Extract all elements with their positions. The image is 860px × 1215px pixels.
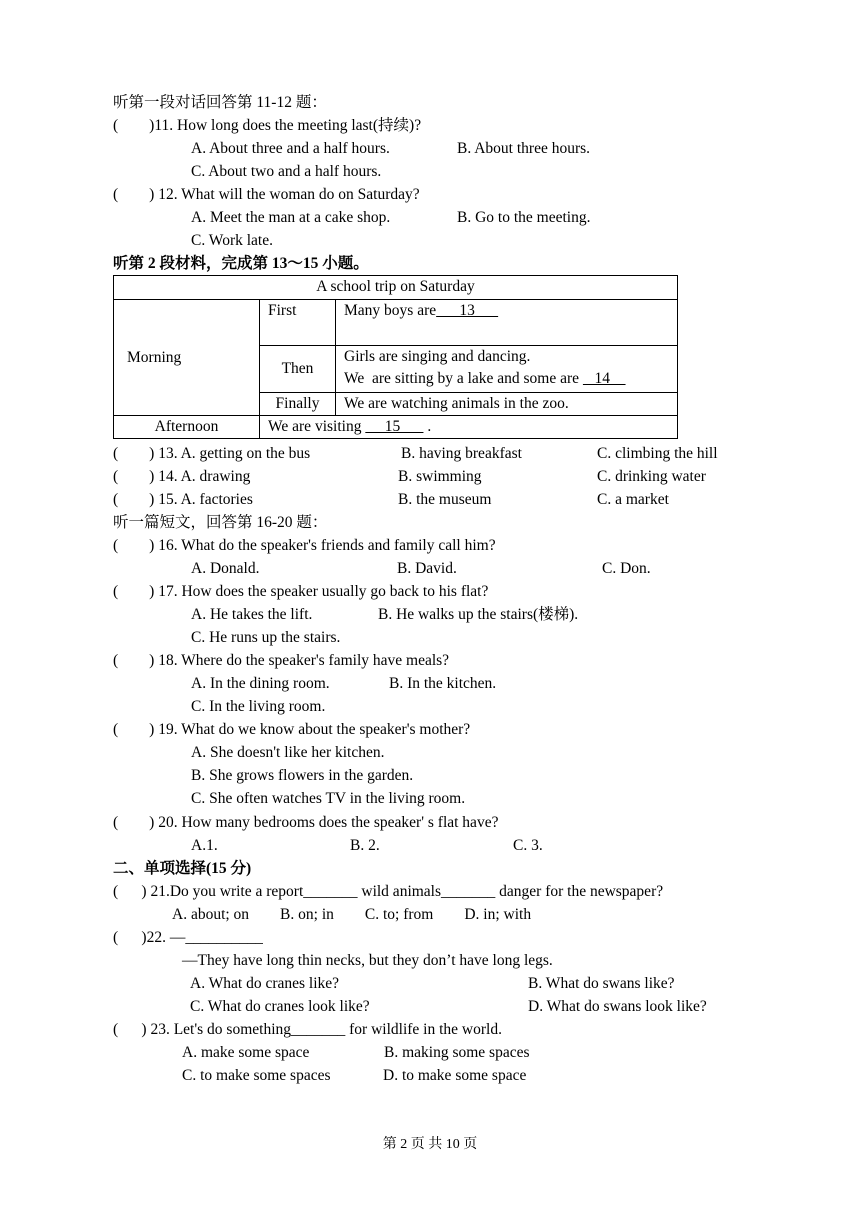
blank-15: 15: [365, 418, 424, 435]
first-text: Many boys are: [344, 302, 437, 319]
question-19: ( ) 19. What do we know about the speaker's mother?: [113, 721, 471, 738]
question-14: ( ) 14. A. drawing: [113, 468, 251, 485]
options-21: A. about; on B. on; in C. to; from D. in; with: [172, 906, 532, 923]
question-11: ( )11. How long does the meeting last(持续)?: [113, 117, 422, 134]
option-22a: A. What do cranes like?: [190, 975, 340, 992]
question-15: ( ) 15. A. factories: [113, 491, 253, 508]
question-21: ( ) 21.Do you write a report_______ wild animals_______ danger for the newspaper?: [113, 883, 664, 900]
question-17: ( ) 17. How does the speaker usually go back to his flat?: [113, 583, 489, 600]
afternoon-end: .: [423, 418, 432, 435]
option-12c: C. Work late.: [191, 232, 273, 249]
option-17a: A. He takes the lift.: [191, 606, 313, 623]
question-20: ( ) 20. How many bedrooms does the speaker' s flat have?: [113, 814, 499, 831]
option-15b: B. the museum: [398, 491, 492, 508]
option-23c: C. to make some spaces: [182, 1067, 331, 1084]
school-trip-table: [113, 275, 678, 439]
morning-cell: Morning: [114, 300, 260, 416]
reply-22: —They have long thin necks, but they don’t have long legs.: [182, 952, 553, 969]
option-20a: A.1.: [191, 837, 218, 854]
option-16b: B. David.: [397, 560, 457, 577]
option-19a: A. She doesn't like her kitchen.: [191, 744, 385, 761]
option-20b: B. 2.: [350, 837, 380, 854]
question-22: ( )22. —__________: [113, 929, 263, 946]
option-22c: C. What do cranes look like?: [190, 998, 370, 1015]
option-14b: B. swimming: [398, 468, 482, 485]
afternoon-text: We are visiting: [268, 418, 366, 435]
table-title: A school trip on Saturday: [114, 276, 678, 300]
option-11a: A. About three and a half hours.: [191, 140, 390, 157]
question-12: ( ) 12. What will the woman do on Saturday?: [113, 186, 420, 203]
afternoon-text-cell: [260, 416, 678, 439]
question-23: ( ) 23. Let's do something_______ for wildlife in the world.: [113, 1021, 502, 1038]
page-footer: 第 2 页 共 10 页: [382, 1137, 478, 1152]
option-17c: C. He runs up the stairs.: [191, 629, 341, 646]
question-18: ( ) 18. Where do the speaker's family have meals?: [113, 652, 450, 669]
option-16c: C. Don.: [602, 560, 651, 577]
finally-cell: Finally: [260, 393, 336, 416]
option-13b: B. having breakfast: [401, 445, 522, 462]
section-heading-4: 二、单项选择(15 分): [113, 860, 252, 877]
option-23a: A. make some space: [182, 1044, 310, 1061]
option-18c: C. In the living room.: [191, 698, 326, 715]
question-13: ( ) 13. A. getting on the bus: [113, 445, 311, 462]
option-23b: B. making some spaces: [384, 1044, 530, 1061]
option-15c: C. a market: [597, 491, 669, 508]
option-16a: A. Donald.: [191, 560, 260, 577]
option-11c: C. About two and a half hours.: [191, 163, 382, 180]
option-13c: C. climbing the hill: [597, 445, 718, 462]
first-cell: First: [260, 300, 336, 346]
section-heading-3: 听一篇短文，回答第 16-20 题：: [113, 514, 328, 531]
option-18a: A. In the dining room.: [191, 675, 330, 692]
then-text-cell: [336, 346, 678, 393]
option-17b: B. He walks up the stairs(楼梯).: [378, 606, 579, 623]
option-14c: C. drinking water: [597, 468, 706, 485]
first-text-cell: [336, 300, 678, 346]
blank-13: 13: [436, 302, 499, 319]
option-19b: B. She grows flowers in the garden.: [191, 767, 414, 784]
option-18b: B. In the kitchen.: [389, 675, 497, 692]
blank-14: 14: [582, 370, 626, 387]
option-22d: D. What do swans look like?: [528, 998, 707, 1015]
option-12a: A. Meet the man at a cake shop.: [191, 209, 391, 226]
section-heading-2: 听第 2 段材料，完成第 13～15 小题。: [113, 255, 369, 272]
afternoon-cell: Afternoon: [114, 416, 260, 439]
finally-text-cell: We are watching animals in the zoo.: [336, 393, 678, 416]
then-line-2: We are sitting by a lake and some are: [344, 370, 583, 387]
option-12b: B. Go to the meeting.: [457, 209, 591, 226]
option-19c: C. She often watches TV in the living room.: [191, 790, 466, 807]
section-heading-1: 听第一段对话回答第 11-12 题：: [113, 94, 327, 111]
option-23d: D. to make some space: [383, 1067, 527, 1084]
option-20c: C. 3.: [513, 837, 543, 854]
question-16: ( ) 16. What do the speaker's friends and family call him?: [113, 537, 496, 554]
option-22b: B. What do swans like?: [528, 975, 675, 992]
then-line-1: Girls are singing and dancing.: [344, 348, 531, 365]
then-cell: Then: [260, 346, 336, 393]
option-11b: B. About three hours.: [457, 140, 591, 157]
